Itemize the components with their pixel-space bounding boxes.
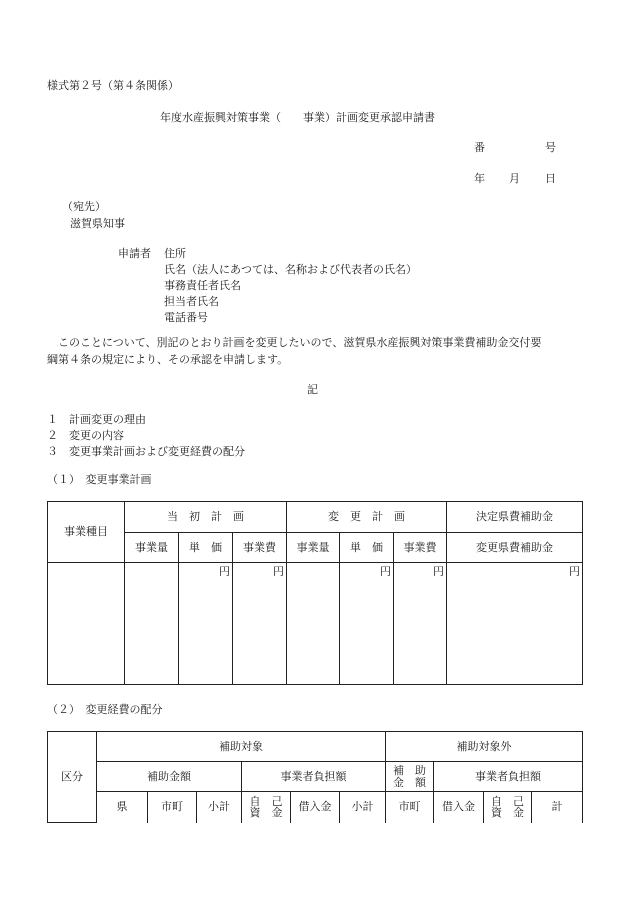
col-project-type: 事業種目 — [48, 502, 125, 563]
entry-changed-quantity[interactable] — [287, 563, 340, 685]
entry-subsidy[interactable] — [447, 563, 583, 685]
change-plan-table — [47, 501, 583, 685]
sub-own-funds-b — [484, 792, 532, 823]
yen-unit: 円 — [219, 565, 230, 578]
sub-own-funds-2: 資 金 — [249, 806, 283, 820]
col-initial-plan: 当 初 計 画 — [125, 502, 287, 533]
body-text-line2: 綱第４条の規定により、その承認を申請します。 — [47, 353, 289, 366]
applicant-address: 住所 — [164, 247, 186, 260]
applicant-name: 氏名（法人にあつては、名称および代表者の氏名） — [164, 263, 417, 276]
applicant-heading: 申請者 — [118, 247, 151, 260]
sub-quantity: 事業量 — [287, 533, 340, 563]
sub-cost: 事業費 — [394, 533, 447, 563]
col-subsidy-amount-short-2: 金 額 — [393, 775, 426, 789]
sub-unit-price: 単 価 — [179, 533, 233, 563]
sub-loan: 借入金 — [291, 792, 340, 823]
document-title: 年度水産振興対策事業（ 事業）計画変更承認申請書 — [160, 111, 435, 124]
form-number: 様式第２号（第４条関係） — [47, 79, 179, 92]
col-subsidy-amount-short-1: 補 助 — [393, 763, 426, 777]
col-decided-subsidy: 決定県費補助金 — [447, 502, 583, 533]
yen-unit: 円 — [380, 565, 391, 578]
item-1: １ 計画変更の理由 — [47, 413, 146, 426]
col-subsidy-amount: 補助金額 — [97, 762, 242, 792]
addressee-name: 滋賀県知事 — [70, 217, 125, 230]
number-label-go: 号 — [545, 141, 556, 154]
section2-heading: （２） 変更経費の配分 — [47, 703, 163, 716]
applicant-contact-person: 担当者氏名 — [164, 295, 219, 308]
section1-heading: （１） 変更事業計画 — [47, 473, 152, 486]
applicant-manager: 事務責任者氏名 — [164, 279, 241, 292]
cost-allocation-table — [47, 731, 583, 823]
applicant-phone: 電話番号 — [164, 311, 208, 324]
col-changed-subsidy: 変更県費補助金 — [447, 533, 583, 563]
sub-subtotal-2: 小計 — [340, 792, 386, 823]
col-category: 区分 — [48, 732, 97, 823]
number-label-ban: 番 — [474, 141, 485, 154]
sub-cost: 事業費 — [233, 533, 287, 563]
entry-changed-cost[interactable] — [394, 563, 447, 685]
col-operator-burden-2: 事業者負担額 — [434, 762, 583, 792]
date-month: 月 — [509, 172, 520, 185]
sub-own-funds-1: 自 己 — [249, 794, 283, 808]
entry-project-type[interactable] — [48, 563, 125, 685]
sub-own-funds-b2: 資 金 — [491, 806, 524, 820]
date-year: 年 — [474, 172, 485, 185]
col-subsidized: 補助対象 — [97, 732, 386, 762]
yen-unit: 円 — [433, 565, 444, 578]
sub-total: 計 — [532, 792, 583, 823]
entry-initial-cost[interactable] — [233, 563, 287, 685]
sub-subtotal: 小計 — [197, 792, 242, 823]
sub-own-funds — [242, 792, 291, 823]
sub-quantity: 事業量 — [125, 533, 179, 563]
yen-unit: 円 — [273, 565, 284, 578]
date-day: 日 — [545, 172, 556, 185]
sub-unit-price: 単 価 — [340, 533, 394, 563]
item-2: ２ 変更の内容 — [47, 429, 124, 442]
ki-heading: 記 — [307, 383, 318, 396]
col-subsidy-amount-short — [386, 762, 434, 792]
col-operator-burden: 事業者負担額 — [242, 762, 386, 792]
item-3: ３ 変更事業計画および変更経費の配分 — [47, 445, 245, 458]
yen-unit: 円 — [569, 565, 580, 578]
entry-changed-unit-price[interactable] — [340, 563, 394, 685]
addressee-label: （宛先） — [62, 200, 106, 213]
sub-own-funds-b1: 自 己 — [491, 794, 524, 808]
entry-initial-quantity[interactable] — [125, 563, 179, 685]
body-text-line1: このことについて、別記のとおり計画を変更したいので、滋賀県水産振興対策事業費補助金交付要 — [58, 336, 542, 349]
col-changed-plan: 変 更 計 画 — [287, 502, 447, 533]
sub-municipality-2: 市町 — [386, 792, 434, 823]
col-non-subsidized: 補助対象外 — [386, 732, 583, 762]
sub-loan-2: 借入金 — [434, 792, 484, 823]
sub-municipality: 市町 — [148, 792, 197, 823]
sub-prefecture: 県 — [97, 792, 148, 823]
entry-initial-unit-price[interactable] — [179, 563, 233, 685]
